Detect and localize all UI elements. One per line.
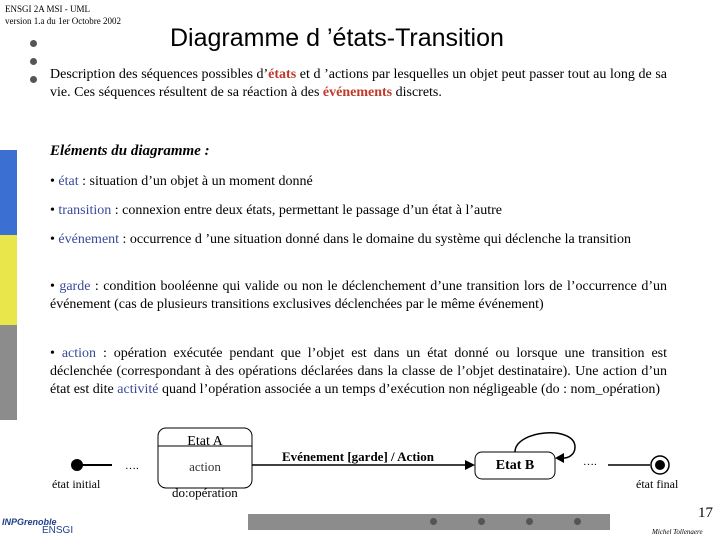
- author-name: Michel Tollenaere: [652, 528, 703, 536]
- header-line1: ENSGI 2A MSI - UML: [5, 4, 91, 14]
- state-a-name: Etat A: [187, 434, 223, 449]
- item-text: : condition booléenne qui valide ou non le déclenchement d’une transition lors de l’occurrence d’un événement (cas de plusieurs transitions exclusives déclenchées par le même événement): [50, 279, 667, 312]
- page-title: Diagramme d ’états-Transition: [170, 24, 504, 52]
- item-text: : connexion entre deux états, permettant le passage d’un état à l’autre: [111, 203, 502, 218]
- bullet: •: [50, 346, 62, 361]
- dots-label-2: ….: [583, 456, 597, 468]
- item-text: : situation d’un objet à un moment donné: [78, 174, 313, 189]
- dots-label-1: ….: [125, 460, 139, 472]
- item-text: : occurrence d ’une situation donné dans le domaine du système qui déclenche la transition: [119, 232, 632, 247]
- initial-state-icon: [71, 459, 83, 471]
- footer-dots: [430, 518, 590, 528]
- side-bar-yellow: [0, 235, 17, 325]
- item-garde: [50, 278, 667, 314]
- side-bar-blue: [0, 150, 17, 235]
- dot-icon: [30, 58, 37, 65]
- item-activite: activité: [117, 382, 159, 397]
- self-loop-arrowhead-icon: [555, 453, 564, 463]
- item-term: événement: [58, 232, 120, 247]
- elements-subtitle: Eléments du diagramme :: [50, 143, 210, 159]
- inp-logo: [2, 517, 80, 539]
- final-state-label: état final: [636, 477, 679, 491]
- side-bar-gray: [0, 325, 17, 420]
- item-term: action: [61, 346, 97, 361]
- dot-icon: [30, 40, 37, 47]
- state-b-name: Etat B: [495, 458, 535, 473]
- intro-text-1: Description des séquences possibles d’: [50, 67, 269, 82]
- bullet: •: [50, 279, 60, 294]
- intro-etats: états: [268, 67, 297, 82]
- intro-text-3: discrets.: [392, 85, 442, 100]
- bullet: •: [50, 232, 59, 247]
- dot-icon: [430, 518, 437, 525]
- transition-label: Evénement [garde] / Action: [282, 449, 435, 464]
- dot-icon: [30, 76, 37, 83]
- state-diagram: [0, 425, 720, 515]
- bullet: •: [50, 203, 59, 218]
- dot-icon: [526, 518, 533, 525]
- item-transition: [50, 202, 667, 220]
- intro-text-2: et d ’actions par lesquelles un objet peut passer tout au long de sa vie. Ces séquences résultent de sa réaction à des: [50, 67, 667, 100]
- intro-evenements: événements: [322, 85, 393, 100]
- intro-paragraph: [50, 66, 667, 102]
- logo-text: INPGrenoble: [2, 517, 57, 527]
- header-line2: version 1.a du 1er Octobre 2002: [5, 16, 121, 26]
- item-action: [50, 345, 667, 399]
- dot-icon: [574, 518, 581, 525]
- item-term: garde: [59, 279, 91, 294]
- item-evenement: [50, 231, 667, 249]
- dot-icon: [478, 518, 485, 525]
- decorative-dots: [30, 40, 40, 90]
- logo-sub: ENSGI: [42, 525, 74, 536]
- item-text: : opération exécutée pendant que l’objet est dans un état donné ou lorsque une transition est déclenchée (correspondant à des opérations déclarées dans la classe de l’objet destinataire). Une action d’un état est dite: [50, 346, 667, 397]
- item-term: transition: [58, 203, 112, 218]
- page-number: 17: [698, 505, 713, 521]
- final-state-inner-icon: [655, 460, 665, 470]
- state-a-action: action: [189, 459, 221, 474]
- header-info: [5, 3, 121, 27]
- arrowhead-icon: [465, 460, 475, 470]
- initial-state-label: état initial: [52, 477, 101, 491]
- item-etat: [50, 173, 667, 191]
- item-text: quand l’opération associée a un temps d’exécution non négligeable (do : nom_opération): [158, 382, 660, 397]
- item-term: état: [58, 174, 79, 189]
- bullet: •: [50, 174, 59, 189]
- state-a-do: do:opération: [172, 485, 238, 500]
